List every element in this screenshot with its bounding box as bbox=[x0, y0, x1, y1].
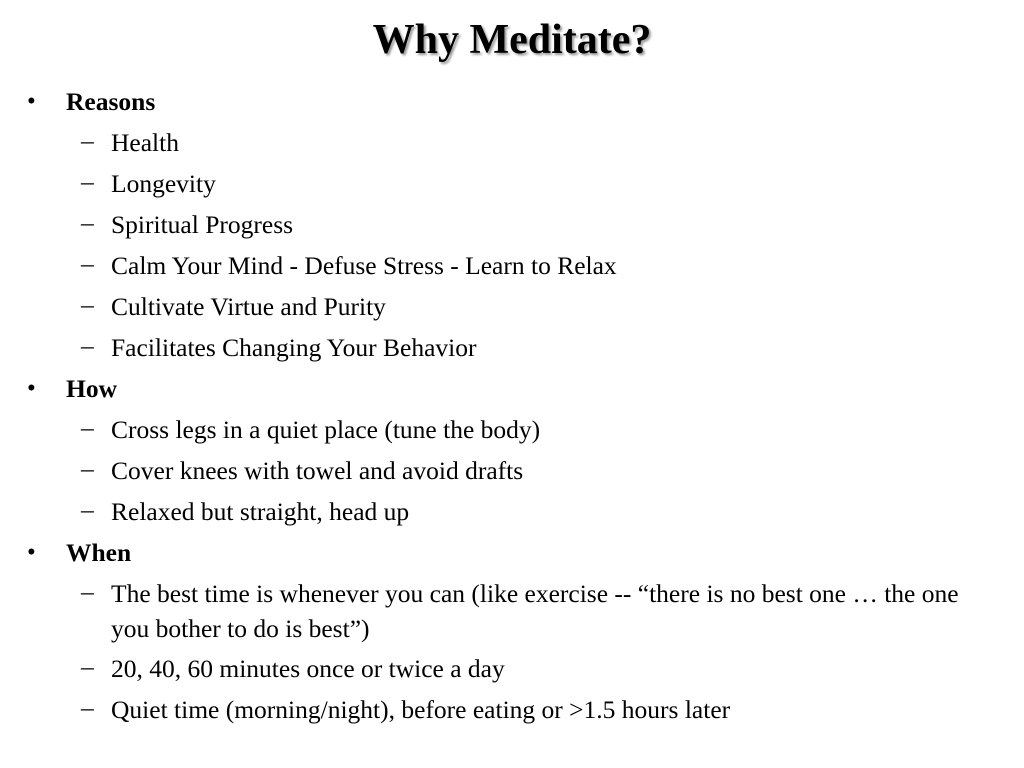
section-heading-reasons bbox=[0, 82, 1024, 123]
dash-icon: – bbox=[81, 577, 94, 606]
dash-icon: – bbox=[81, 249, 94, 278]
bullet-list bbox=[0, 82, 1024, 731]
dash-icon: – bbox=[81, 126, 94, 155]
list-item-text: Spiritual Progress bbox=[111, 210, 294, 239]
dash-icon: – bbox=[81, 331, 94, 360]
list-item bbox=[0, 451, 1024, 492]
list-item bbox=[0, 164, 1024, 205]
list-item-text: Cover knees with towel and avoid drafts bbox=[111, 456, 524, 485]
bullet-icon: • bbox=[27, 375, 36, 402]
list-item-text: Relaxed but straight, head up bbox=[111, 497, 410, 526]
section-heading-when bbox=[0, 533, 1024, 574]
list-item bbox=[0, 123, 1024, 164]
dash-icon: – bbox=[81, 167, 94, 196]
dash-icon: – bbox=[81, 454, 94, 483]
list-item bbox=[0, 410, 1024, 451]
list-item-text: Quiet time (morning/night), before eating or >1.5 hours later bbox=[111, 695, 731, 724]
section-heading-label: When bbox=[66, 538, 132, 567]
list-item bbox=[0, 492, 1024, 533]
list-item-text: Cross legs in a quiet place (tune the body) bbox=[111, 415, 541, 444]
list-item-text: Cultivate Virtue and Purity bbox=[111, 292, 386, 321]
list-item bbox=[0, 287, 1024, 328]
section-heading-how bbox=[0, 369, 1024, 410]
dash-icon: – bbox=[81, 290, 94, 319]
list-item-text: Calm Your Mind - Defuse Stress - Learn to Relax bbox=[111, 251, 617, 280]
list-item bbox=[0, 205, 1024, 246]
bullet-icon: • bbox=[27, 88, 36, 115]
list-item-text: 20, 40, 60 minutes once or twice a day bbox=[111, 654, 505, 683]
dash-icon: – bbox=[81, 413, 94, 442]
list-item bbox=[0, 649, 1024, 690]
list-item-text: Health bbox=[111, 128, 179, 157]
section-heading-label: How bbox=[66, 374, 117, 403]
dash-icon: – bbox=[81, 693, 94, 722]
list-item bbox=[0, 328, 1024, 369]
list-item bbox=[0, 690, 1024, 731]
dash-icon: – bbox=[81, 652, 94, 681]
dash-icon: – bbox=[81, 495, 94, 524]
list-item-text: Longevity bbox=[111, 169, 216, 198]
bullet-icon: • bbox=[27, 539, 36, 566]
section-heading-label: Reasons bbox=[66, 87, 156, 116]
dash-icon: – bbox=[81, 208, 94, 237]
list-item-text: The best time is whenever you can (like exercise -- “there is no best one … the one you bother to do is best”) bbox=[111, 579, 959, 643]
list-item bbox=[0, 246, 1024, 287]
list-item bbox=[0, 574, 1024, 649]
slide-title: Why Meditate? bbox=[372, 17, 652, 63]
list-item-text: Facilitates Changing Your Behavior bbox=[111, 333, 477, 362]
